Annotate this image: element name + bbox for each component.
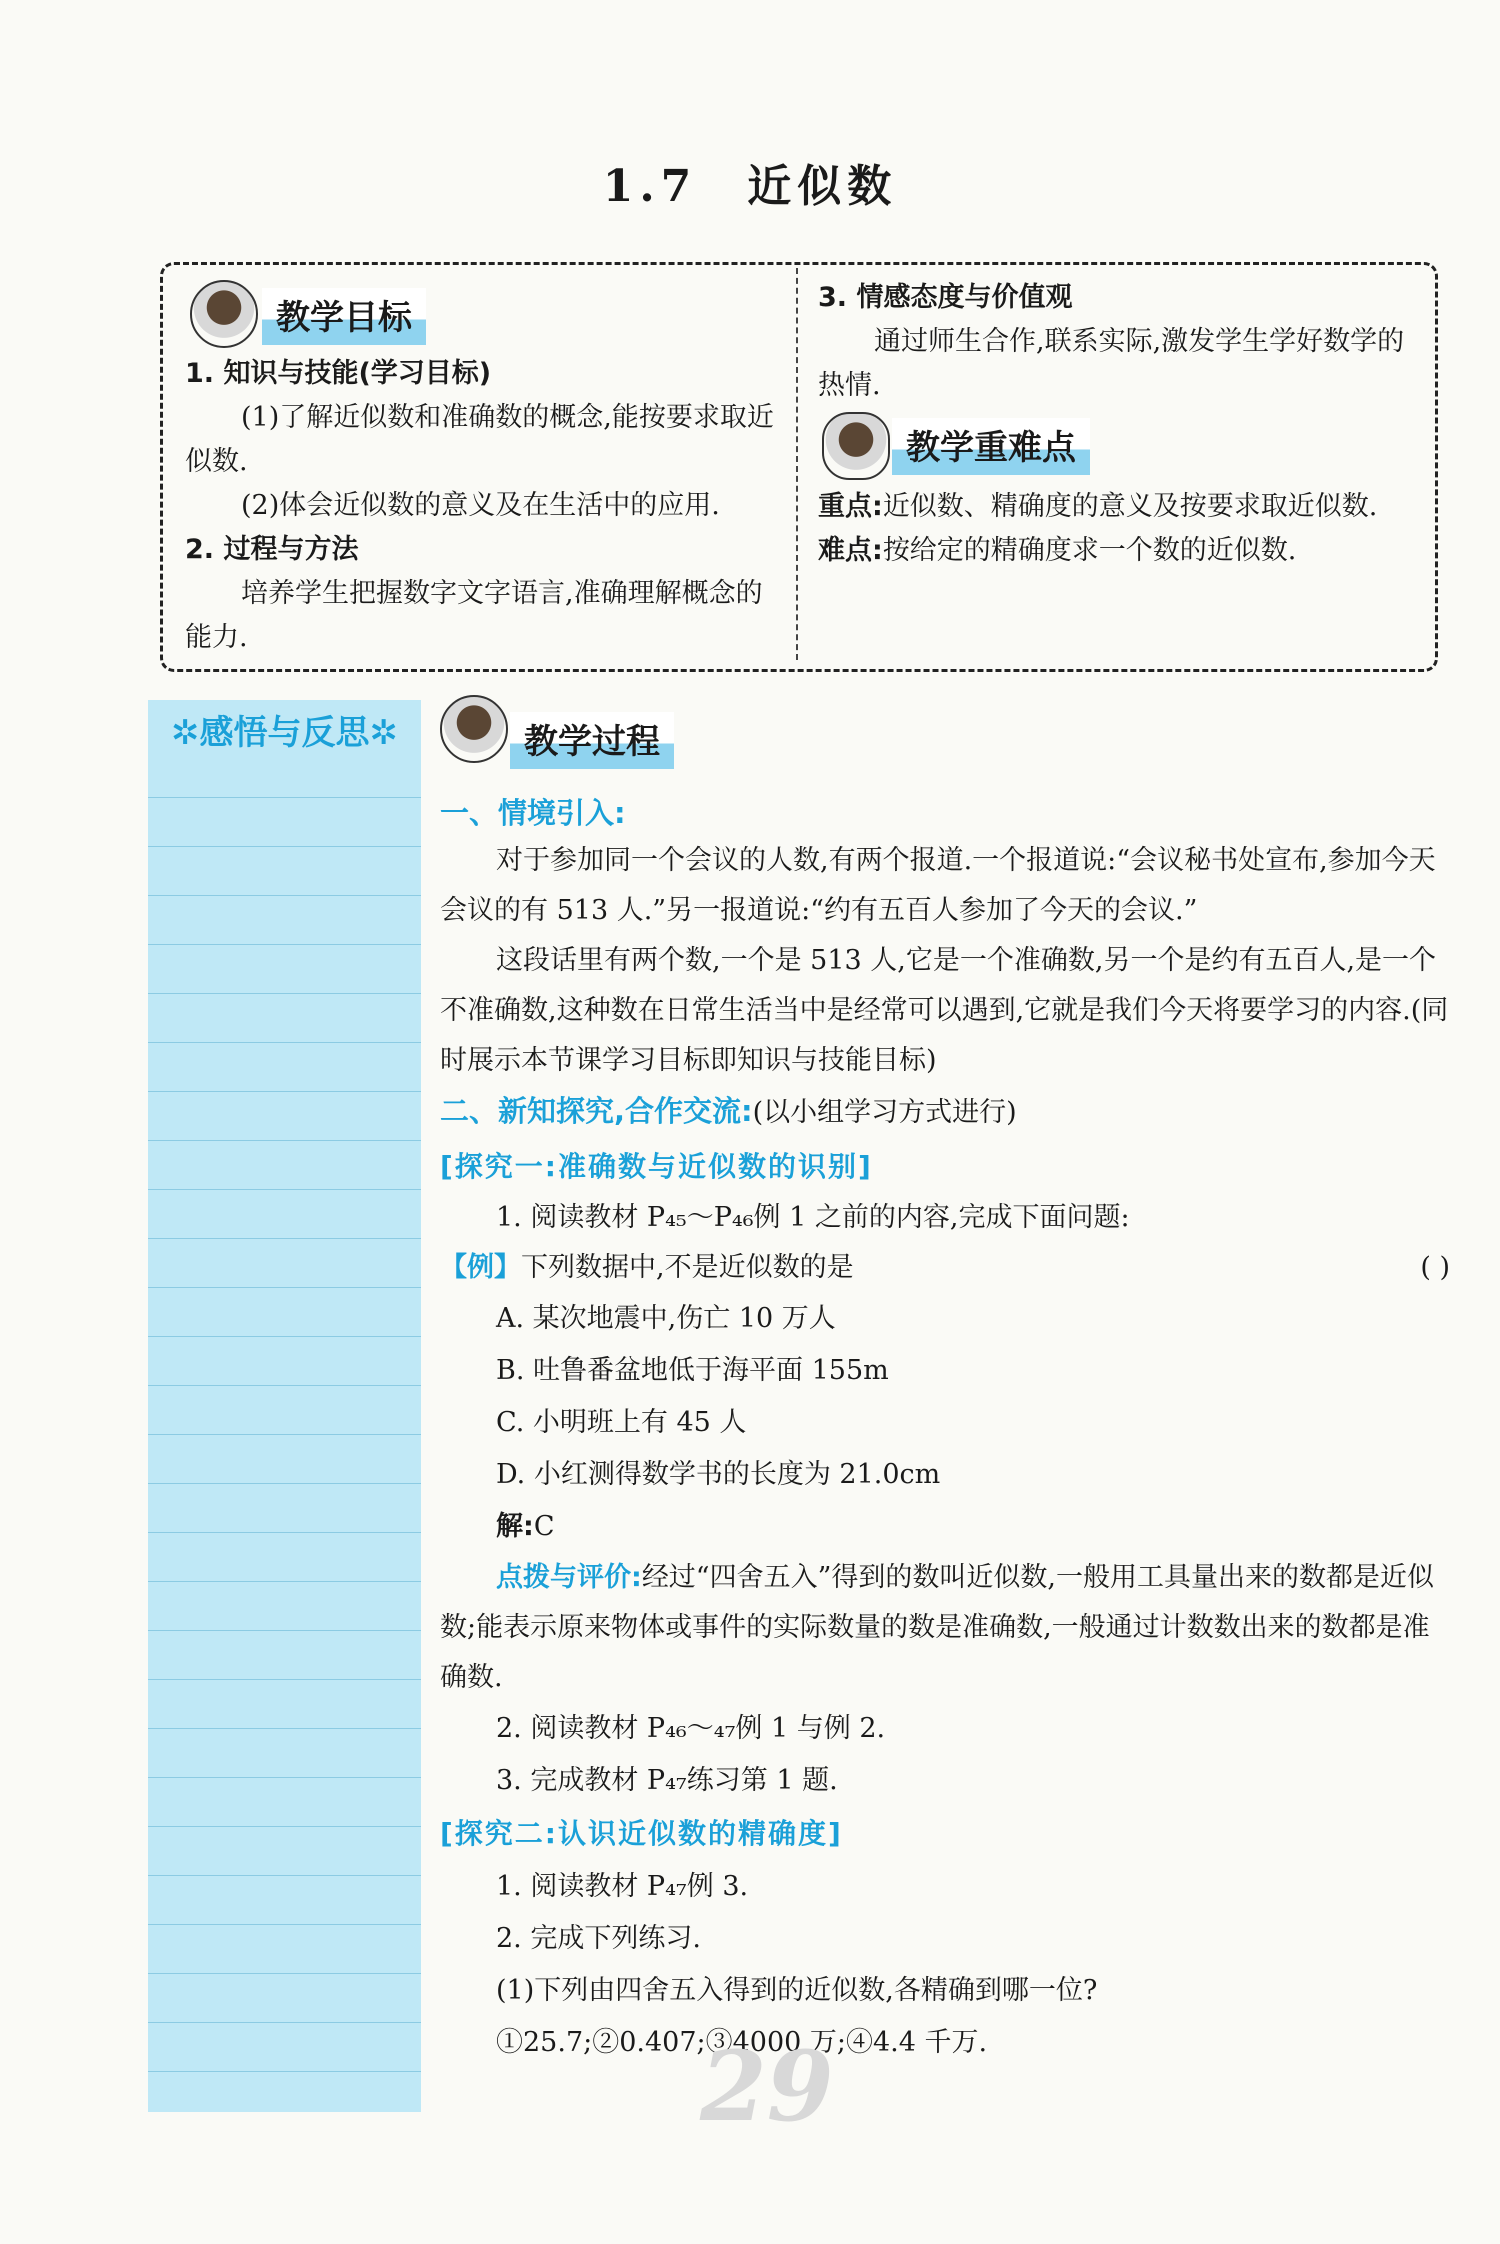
explore-1-step-3: 3. 完成教材 P₄₇练习第 1 题. [496, 1765, 838, 1796]
difficulty-label: 难点: [818, 535, 883, 566]
answer-label: 解: [496, 1511, 534, 1542]
explore-2-question-1: (1)下列由四舍五入得到的近似数,各精确到哪一位? [496, 1975, 1098, 2006]
answer-value: C [533, 1511, 555, 1542]
example-label: 【例】 [440, 1252, 521, 1283]
section-2-heading [440, 1086, 1450, 1141]
objective-3-p1: 通过师生合作,联系实际,激发学生学好数学的热情. [818, 326, 1405, 401]
option-a: A. 某次地震中,伤亡 10 万人 [496, 1303, 836, 1334]
explore-2-heading: [探究二:认识近似数的精确度] [440, 1817, 843, 1850]
answer [440, 1501, 1450, 1553]
option-d: D. 小红测得数学书的长度为 21.0cm [496, 1459, 941, 1490]
comment-text: 经过“四舍五入”得到的数叫近似数,一般用工具量出来的数都是近似数;能表示原来物体或事件的实际数量的数是准确数,一般通过计数数出来的数都是准确数. [440, 1562, 1435, 1693]
keypoints-heading-text: 教学重难点 [892, 418, 1090, 475]
explore-2-question-1-items: ①25.7;②0.407;③4000 万;④4.4 千万. [496, 2027, 988, 2058]
process-heading [510, 712, 674, 769]
section-1-p2: 这段话里有两个数,一个是 513 人,它是一个准确数,另一个是约有五百人,是一个不准确数,这种数在日常生活当中是经常可以遇到,它就是我们今天将要学习的内容.(同时展示本节课学习目标即知识与技能目标) [440, 945, 1449, 1076]
notes-sidebar [148, 700, 421, 2112]
explore-2-step-1: 1. 阅读教材 P₄₇例 3. [496, 1871, 749, 1902]
section-1-p1: 对于参加同一个会议的人数,有两个报道.一个报道说:“会议秘书处宣布,参加今天会议的有 513 人.”另一报道说:“约有五百人参加了今天的会议.” [440, 845, 1436, 926]
objective-1-p1: (1)了解近似数和准确数的概念,能按要求取近似数. [185, 402, 774, 477]
objective-1-title: 1. 知识与技能(学习目标) [185, 358, 492, 389]
section-title: 近似数 [747, 161, 898, 212]
option-b: B. 吐鲁番盆地低于海平面 155m [496, 1355, 889, 1386]
objectives-heading [262, 288, 426, 345]
process-heading-text: 教学过程 [510, 712, 674, 769]
objectives-divider [796, 268, 798, 660]
page-title [0, 150, 1500, 214]
sidebar-title: ✲感悟与反思✲ [148, 705, 421, 761]
example-text: 下列数据中,不是近似数的是 [521, 1252, 854, 1283]
explore-2-step-2: 2. 完成下列练习. [496, 1923, 701, 1954]
answer-blank: ( ) [1420, 1252, 1450, 1283]
objectives-left-column [185, 352, 780, 660]
section-number: 1.7 [602, 161, 698, 212]
process-body [440, 790, 1450, 2069]
objective-2-p1: 培养学生把握数字文字语言,准确理解概念的能力. [185, 578, 763, 653]
objective-1-p2: (2)体会近似数的意义及在生活中的应用. [241, 490, 720, 521]
objective-2-title: 2. 过程与方法 [185, 534, 359, 565]
running-kid-icon [440, 695, 508, 763]
comment-label: 点拨与评价: [496, 1562, 642, 1593]
key-point [818, 485, 1416, 529]
option-c: C. 小明班上有 45 人 [496, 1407, 747, 1438]
thinking-kid-icon [822, 412, 890, 480]
objective-3-title: 3. 情感态度与价值观 [818, 282, 1073, 313]
objectives-right-column [818, 276, 1416, 408]
explore-1-step-1: 1. 阅读教材 P₄₅～P₄₆例 1 之前的内容,完成下面问题: [496, 1202, 1130, 1233]
page-number: 29 [700, 2030, 834, 2143]
example-question [440, 1243, 1450, 1293]
comment [440, 1553, 1450, 1703]
reading-kid-icon [190, 280, 258, 348]
key-point-label: 重点: [818, 491, 883, 522]
objectives-heading-text: 教学目标 [262, 288, 426, 345]
explore-1-heading: [探究一:准确数与近似数的识别] [440, 1150, 873, 1183]
section-2-heading-text: 二、新知探究,合作交流: [440, 1094, 753, 1128]
key-point-text: 近似数、精确度的意义及按要求取近似数. [882, 491, 1378, 522]
keypoints-heading [892, 418, 1090, 475]
explore-1-step-2: 2. 阅读教材 P₄₆～₄₇例 1 与例 2. [496, 1713, 886, 1744]
difficulty [818, 529, 1416, 573]
keypoints-body [818, 485, 1416, 573]
section-1-heading: 一、情境引入: [440, 796, 626, 830]
difficulty-text: 按给定的精确度求一个数的近似数. [882, 535, 1297, 566]
section-2-heading-tail: (以小组学习方式进行) [752, 1097, 1017, 1128]
